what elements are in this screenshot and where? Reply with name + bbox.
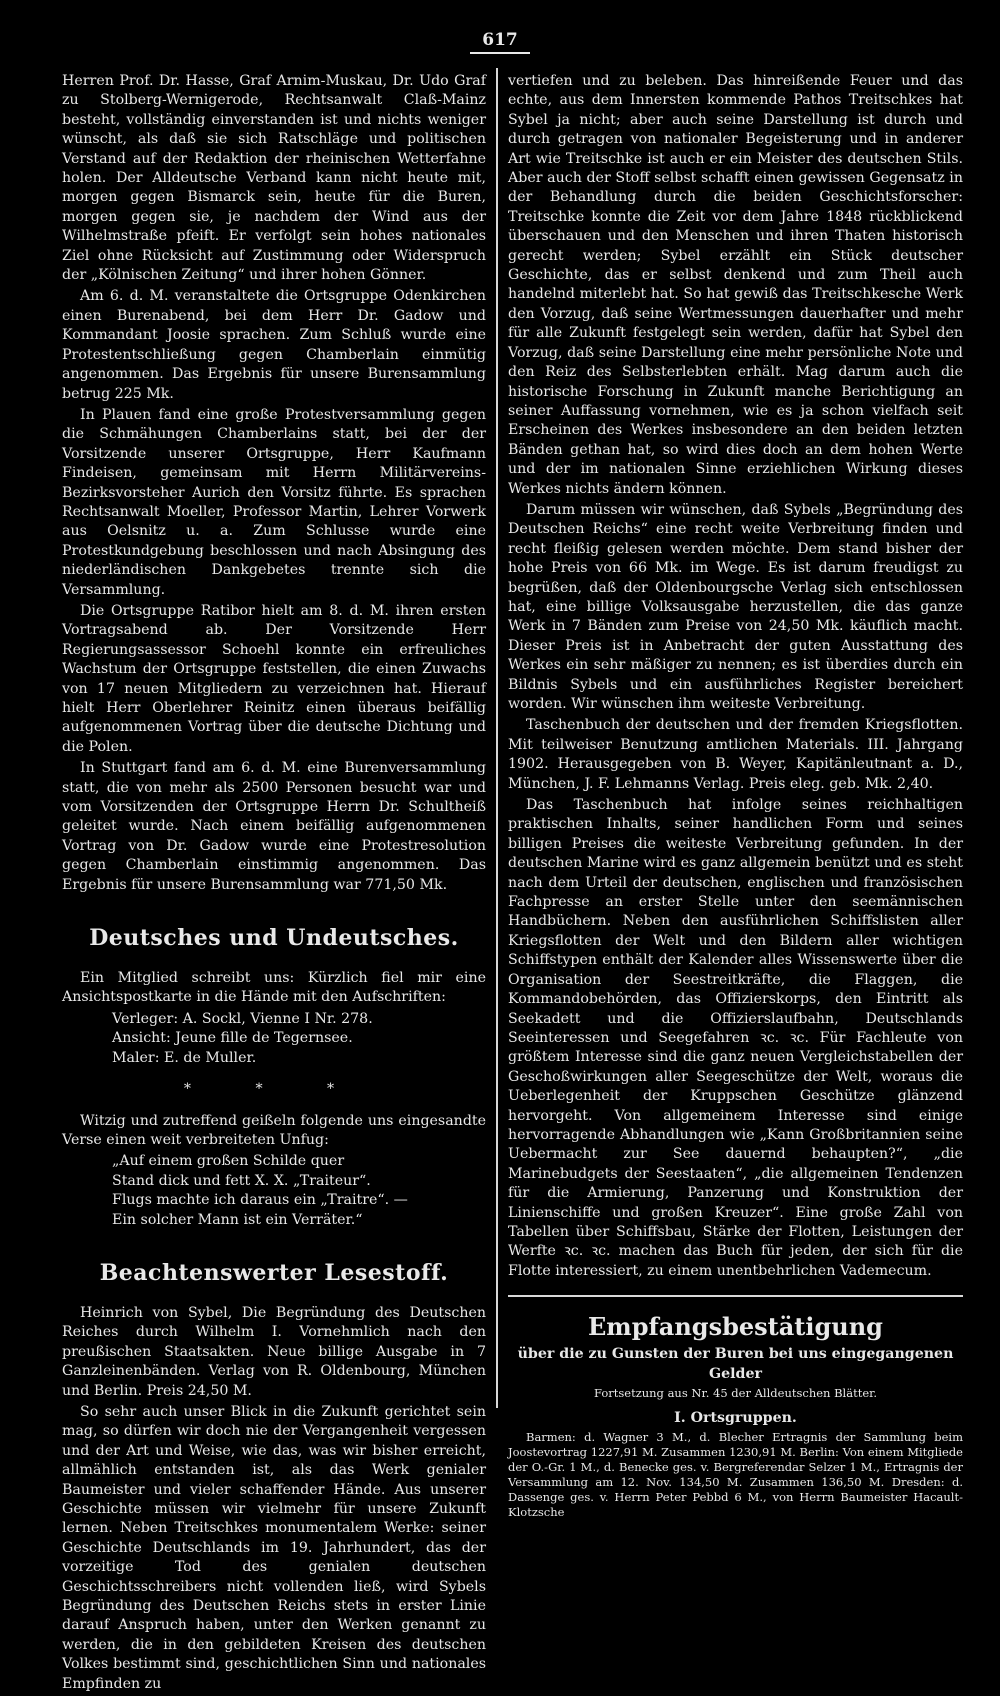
separator-stars: * * * xyxy=(183,1081,365,1098)
review-continuation: vertiefen und zu beleben. Das hinreißende Feuer und das echte, aus dem Innersten kommende Pathos Treitschkes hat Sybel ja nicht; aber auch seine Darstellung ist durch und durch getragen von nationaler Begeisterung und in anderer Art wie Treitschke ist auch er ein Meister des deutschen Stils. Aber auch der Stoff selbst schafft einen gewissen Gegensatz in der Behandlung durch die beiden Geschichtsforscher: Treitschke konnte die Zeit vor dem Jahre 1848 rückblickend überschauen und den Menschen und ihren Thaten historisch gerecht werden; Sybel erzählt ein Stück deutscher Geschichte, das er selbst denkend und zum Theil auch handelnd miterlebt hat. So hat gewiß das Treitschkesche Werk den Vorzug, daß seine Wertmessungen dauerhafter und mehr für alle Zukunft festgelegt sein werden, dafür hat Sybel den Vorzug, daß seine Darstellung eine mehr persönliche Note und den Reiz des Selbsterlebten erhält. Mag darum auch die historische Forschung in Zukunft manche Berichtigung an seiner Auffassung vornehmen, wie es ja schon vielfach seit Erscheinen des Werkes insbesondere an den beiden letzten Bänden gethan hat, so wird dies doch an dem hohen Werte und der im nationalen Sinne erziehlichen Wirkung dieses Werkes nichts ändern können. xyxy=(508,73,963,497)
receipt-subheading: über die zu Gunsten der Buren bei uns eingegangenen Gelder xyxy=(517,1346,954,1382)
verse-line: Ein solcher Mann ist ein Verräter.“ xyxy=(112,1211,363,1228)
book-entry-sybel: Heinrich von Sybel, Die Begründung des Deutschen Reiches durch Wilhelm I. Vornehmlich nach den preußischen Staatsakten. Neue billige Ausgabe in 7 Ganzleinenbänden. Verlag von R. Oldenbourg, München und Berlin. Preis 24,50 M. xyxy=(62,1304,486,1399)
column-divider xyxy=(496,68,498,1408)
paragraph-verband: Herren Prof. Dr. Hasse, Graf Arnim-Muskau, Dr. Udo Graf zu Stolberg-Wernigerode, Rechtsanwalt Claß-Mainz besteht, vollständig einverstanden ist und nichts weniger wünscht, als daß sie sich Ratschläge und politischen Verstand auf der Redaktion der rheinischen Wetterfahne holen. Der Alldeutsche Verband kann nicht heute mit, morgen gegen Bismarck sein, heute für die Buren, morgen gegen sie, je nachdem der Wind aus der Wilhelmstraße pfeift. Er verfolgt sein hohes nationales Ziel ohne Rücksicht auf Zustimmung oder Widerspruch der „Kölnischen Zeitung“ und ihrer hohen Gönner. xyxy=(62,73,486,284)
postcard-line: Ansicht: Jeune fille de Tegernsee. xyxy=(112,1030,353,1047)
page-number: 617 xyxy=(470,30,530,54)
section-heading-empfang: Empfangsbestätigung xyxy=(588,1312,883,1342)
postcard-intro: Ein Mitglied schreibt uns: Kürzlich fiel mir eine Ansichtspostkarte in die Hände mit den Aufschriften: xyxy=(62,970,486,1006)
section-heading-deutsches: Deutsches und Undeutsches. xyxy=(89,925,459,952)
receipt-note: Fortsetzung aus Nr. 45 der Alldeutschen Blätter. xyxy=(593,1386,878,1400)
right-column xyxy=(508,72,963,1522)
verse-intro: Witzig und zutreffend geißeln folgende uns eingesandte Verse einen weit verbreiteten Unfug: xyxy=(62,1112,486,1148)
receipt-list: Barmen: d. Wagner 3 M., d. Blecher Ertragnis der Sammlung beim Joostevortrag 1227,91 M. Zusammen 1230,91 M. Berlin: Von einem Mitgliede der O.-Gr. 1 M., d. Benecke ges. v. Bergreferendar Selzer 1 M., Ertragnis der Versammlung am 12. Nov. 134,50 M. Zusammen 136,50 M. Dresden: d. Dassenge ges. v. Herrn Peter Pebbd 6 M., von Herrn Baumeister Hacault-Klotzsche xyxy=(508,1430,963,1520)
book-entry-taschenbuch: Taschenbuch der deutschen und der fremden Kriegsflotten. Mit teilweiser Benutzung amtlichen Materials. III. Jahrgang 1902. Herausgegeben von B. Weyer, Kapitänleutnant a. D., München, J. F. Lehmanns Verlag. Preis eleg. geb. Mk. 2,40. xyxy=(508,717,963,792)
section-rule xyxy=(508,1295,963,1297)
verse-line: Stand dick und fett X. X. „Traiteur“. xyxy=(112,1172,371,1189)
verse-line: „Auf einem großen Schilde quer xyxy=(112,1153,345,1170)
left-column xyxy=(62,72,486,1696)
verse-line: Flugs machte ich daraus ein „Traitre“. — xyxy=(112,1192,408,1209)
receipt-section-title: I. Ortsgruppen. xyxy=(674,1410,797,1426)
paragraph-stuttgart: In Stuttgart fand am 6. d. M. eine Burenversammlung statt, die von mehr als 2500 Personen besucht war und vom Vorsitzenden der Ortsgruppe Herrn Dr. Schultheiß geleitet wurde. Nach einem beifällig aufgenommenen Vortrag von Dr. Gadow wurde eine Protestresolution gegen Chamberlain einstimmig angenommen. Das Ergebnis für unsere Burensammlung war 771,50 Mk. xyxy=(62,760,486,893)
postcard-line: Verleger: A. Sockl, Vienne I Nr. 278. xyxy=(112,1010,373,1027)
postcard-line: Maler: E. de Muller. xyxy=(112,1049,257,1066)
book-review-taschenbuch: Das Taschenbuch hat infolge seines reichhaltigen praktischen Inhalts, seiner handlichen Form und seines billigen Preises die weiteste Verbreitung gefunden. In der deutschen Marine wird es ganz allgemein benützt und es steht nach dem Urteil der deutschen, englischen und französischen Fachpresse an erster Stelle unter den seemännischen Handbüchern. Neben den ausführlichen Schiffslisten aller Kriegsflotten der Welt und den Bildern aller wichtigen Schiffstypen enthält der Kalender alles Wissenswerte über die Organisation der Seestreitkräfte, die Flaggen, die Kommandobehörden, das Offizierskorps, den Eintritt als Seekadett und die Offizierslaufbahn, Deutschlands Seeinteressen und Seegefahren ꝛc. ꝛc. Für Fachleute von größtem Interesse sind die ganz neuen Vergleichstabellen der Geschoßwirkungen aller Seegeschütze der Welt, woraus die Ueberlegenheit der Kruppschen Geschütze glänzend hervorgeht. Von allgemeinem Interesse sind einige hervorragende Abhandlungen wie „Kann Großbritannien seine Uebermacht zur See dauernd behaupten?“, „die Marinebudgets der Seestaaten“, „die allgemeinen Tendenzen für die Armierung, Panzerung und Konstruktion der Linienschiffe und großen Kreuzer“. Eine große Zahl von Tabellen über Schiffsbau, Stärke der Flotten, Leistungen der Werfte ꝛc. ꝛc. machen das Buch für jeden, der sich für die Flotte interessiert, zu einem unentbehrlichen Vademecum. xyxy=(508,797,963,1279)
paragraph-ratibor: Die Ortsgruppe Ratibor hielt am 8. d. M. ihren ersten Vortragsabend ab. Der Vorsitzende Herr Regierungsassessor Schoehl konnte ein erfreuliches Wachstum der Ortsgruppe feststellen, die einen Zuwachs von 17 neuen Mitgliedern zu verzeichnen hat. Hierauf hielt Herr Oberlehrer Reinitz einen überaus beifällig aufgenommenen Vortrag über die deutsche Dichtung und die Polen. xyxy=(62,602,486,755)
paragraph-odenkirchen: Am 6. d. M. veranstaltete die Ortsgruppe Odenkirchen einen Burenabend, bei dem Herr Dr. Gadow und Kommandant Joosie sprachen. Zum Schluß wurde eine Protestentschließung gegen Chamberlain einmütig angenommen. Das Ergebnis für unsere Burensammlung betrug 225 Mk. xyxy=(62,288,486,402)
book-review-sybel: So sehr auch unser Blick in die Zukunft gerichtet sein mag, so dürfen wir doch nie der Vergangenheit vergessen und der Art und Weise, wie das, was wir bisher erreicht, allmählich entstanden ist, als das Werk genialer Baumeister und vieler schaffender Hände. Aus unserer Geschichte müssen wir vielmehr für unsere Zukunft lernen. Neben Treitschkes monumentalem Werke: seiner Geschichte Deutschlands im 19. Jahrhundert, das der vorzeitige Tod des genialen deutschen Geschichtsschreibers nicht vollenden ließ, wird Sybels Begründung des Deutschen Reichs stets in erster Linie darauf Anspruch haben, unter den Werken genannt zu werden, die in den gebildeten Kreisen des deutschen Volkes bestimmt sind, geschichtlichen Sinn und nationales Empfinden zu xyxy=(62,1403,486,1692)
paragraph-plauen: In Plauen fand eine große Protestversammlung gegen die Schmähungen Chamberlains statt, bei der der Vorsitzende unserer Ortsgruppe, Herr Kaufmann Findeisen, gemeinsam mit Herrn Militärvereins-Bezirksvorsteher Aurich den Vorsitz führte. Es sprachen Rechtsanwalt Moeller, Professor Martin, Lehrer Vorwerk aus Oelsnitz u. a. Zum Schlusse wurde eine Protestkundgebung beschlossen und nach Absingung des niederländischen Dankgebetes trennte sich die Versammlung. xyxy=(62,406,486,598)
review-conclusion: Darum müssen wir wünschen, daß Sybels „Begründung des Deutschen Reichs“ eine recht weite Verbreitung finden und recht fleißig gelesen werden möchte. Dem stand bisher der hohe Preis von 66 Mk. im Wege. Es ist darum freudigst zu begrüßen, daß der Oldenbourgsche Verlag sich entschlossen hat, eine billige Volksausgabe herzustellen, die das ganze Werk in 7 Bänden zum Preise von 24,50 Mk. käuflich macht. Dieser Preis ist in Anbetracht der guten Ausstattung des Werkes ein sehr mäßiger zu nennen; es ist überdies durch ein Bildnis Sybels und ein ausführliches Register bereichert worden. Wir wünschen ihm weiteste Verbreitung. xyxy=(508,501,963,712)
section-heading-lesestoff: Beachtenswerter Lesestoff. xyxy=(99,1259,449,1286)
